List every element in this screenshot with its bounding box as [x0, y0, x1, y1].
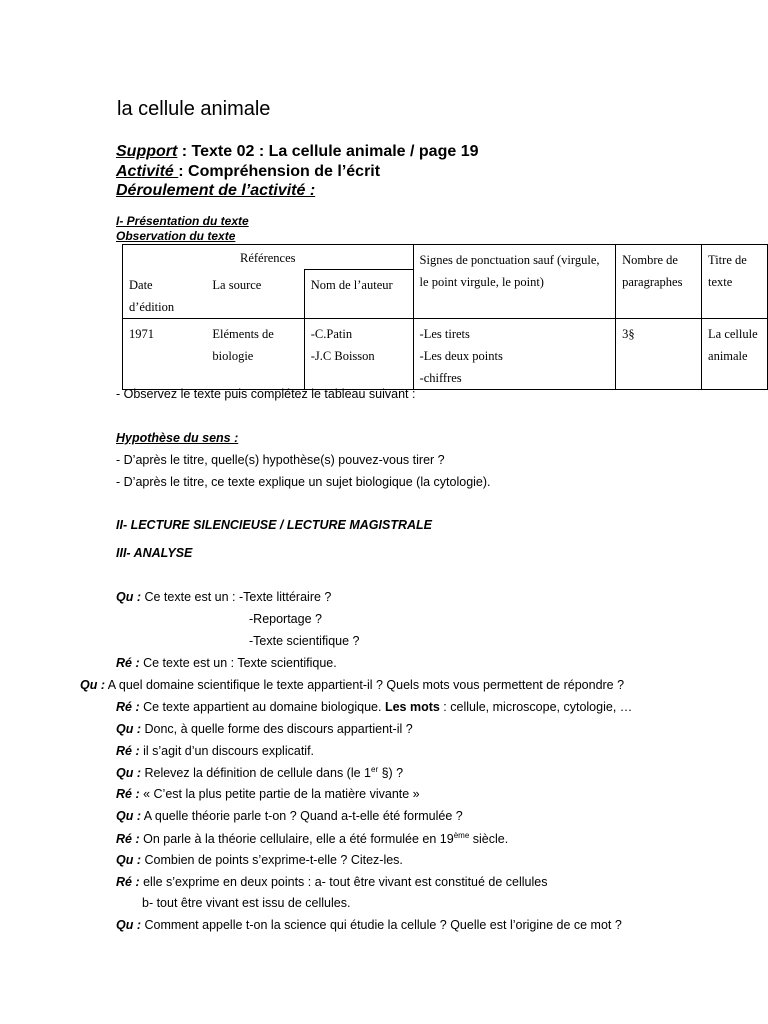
qa-answer-3: Ré : il s’agit d’un discours explicatif.	[116, 744, 315, 758]
activite-sep: :	[178, 163, 189, 180]
qa-option-scientifique: -Texte scientifique ?	[249, 634, 360, 648]
qa-question-6: Qu : Combien de points s’exprime-t-elle ? Citez-les.	[116, 853, 403, 867]
nombre-header: Nombre de paragraphes	[616, 245, 702, 319]
qa-answer-2: Ré : Ce texte appartient au domaine biologique. Les mots : cellule, microscope, cytologie, …	[116, 700, 633, 714]
section-presentation: I- Présentation du texte	[116, 214, 249, 228]
qa-answer-5: Ré : On parle à la théorie cellulaire, elle a été formulée en 19ème siècle.	[116, 831, 509, 847]
qa-option-reportage: -Reportage ?	[249, 612, 322, 626]
source-header: La source	[206, 270, 304, 319]
row-signes: -Les tirets -Les deux points -chiffres	[413, 318, 616, 389]
qa-question-2: Qu : A quel domaine scientifique le texte appartient-il ? Quels mots vous permettent de répondre ?	[80, 678, 625, 692]
support-sep: :	[177, 143, 192, 160]
support-value: Texte 02 : La cellule animale / page 19	[191, 143, 479, 160]
activite-value: Compréhension de l’écrit	[188, 163, 381, 180]
row-auteur: -C.Patin -J.C Boisson	[304, 318, 413, 389]
signes-header: Signes de ponctuation sauf (virgule, le point virgule, le point)	[413, 245, 616, 319]
qa-question-5: Qu : A quelle théorie parle t-on ? Quand a-t-elle été formulée ?	[116, 809, 463, 823]
section-lecture: II- LECTURE SILENCIEUSE / LECTURE MAGISTRALE	[116, 518, 432, 532]
references-table	[122, 244, 768, 390]
qa-answer-6-b: b- tout être vivant est issu de cellules.	[142, 896, 351, 910]
titre-header: Titre de texte	[702, 245, 768, 319]
hypothese-line-2: - D’après le titre, ce texte explique un sujet biologique (la cytologie).	[116, 475, 491, 489]
auteur-header: Nom de l’auteur	[304, 270, 413, 319]
date-header: Date d’édition	[123, 270, 207, 319]
page-title: la cellule animale	[117, 98, 271, 120]
qa-question-4: Qu : Relevez la définition de cellule dans (le 1er §) ?	[116, 765, 404, 781]
qa-question-3: Qu : Donc, à quelle forme des discours appartient-il ?	[116, 722, 413, 736]
row-nombre: 3§	[616, 318, 702, 389]
row-date: 1971	[123, 318, 207, 389]
deroulement-heading: Déroulement de l’activité :	[116, 182, 316, 199]
qa-answer-1: Ré : Ce texte est un : Texte scientifique.	[116, 656, 337, 670]
qa-question-1: Qu : Ce texte est un : -Texte littéraire ?	[116, 590, 332, 604]
section-analyse: III- ANALYSE	[116, 546, 193, 560]
observez-instruction: - Observez le texte puis complétez le tableau suivant :	[116, 387, 416, 401]
table-row	[123, 318, 768, 389]
support-line	[116, 143, 479, 161]
observation-heading: Observation du texte	[116, 229, 236, 243]
qa-question-7: Qu : Comment appelle t-on la science qui étudie la cellule ? Quelle est l’origine de ce mot ?	[116, 918, 622, 932]
qa-answer-4: Ré : « C’est la plus petite partie de la matière vivante »	[116, 787, 420, 801]
activite-line	[116, 163, 380, 181]
references-header: Références	[123, 245, 414, 270]
qa-answer-6: Ré : elle s’exprime en deux points : a- tout être vivant est constitué de cellules	[116, 875, 548, 889]
activite-label: Activité	[116, 163, 179, 180]
hypothese-heading: Hypothèse du sens :	[116, 431, 239, 445]
row-titre: La cellule animale	[702, 318, 768, 389]
support-label: Support	[116, 143, 178, 160]
row-source: Eléments de biologie	[206, 318, 304, 389]
hypothese-line-1: - D’après le titre, quelle(s) hypothèse(s) pouvez-vous tirer ?	[116, 453, 445, 467]
